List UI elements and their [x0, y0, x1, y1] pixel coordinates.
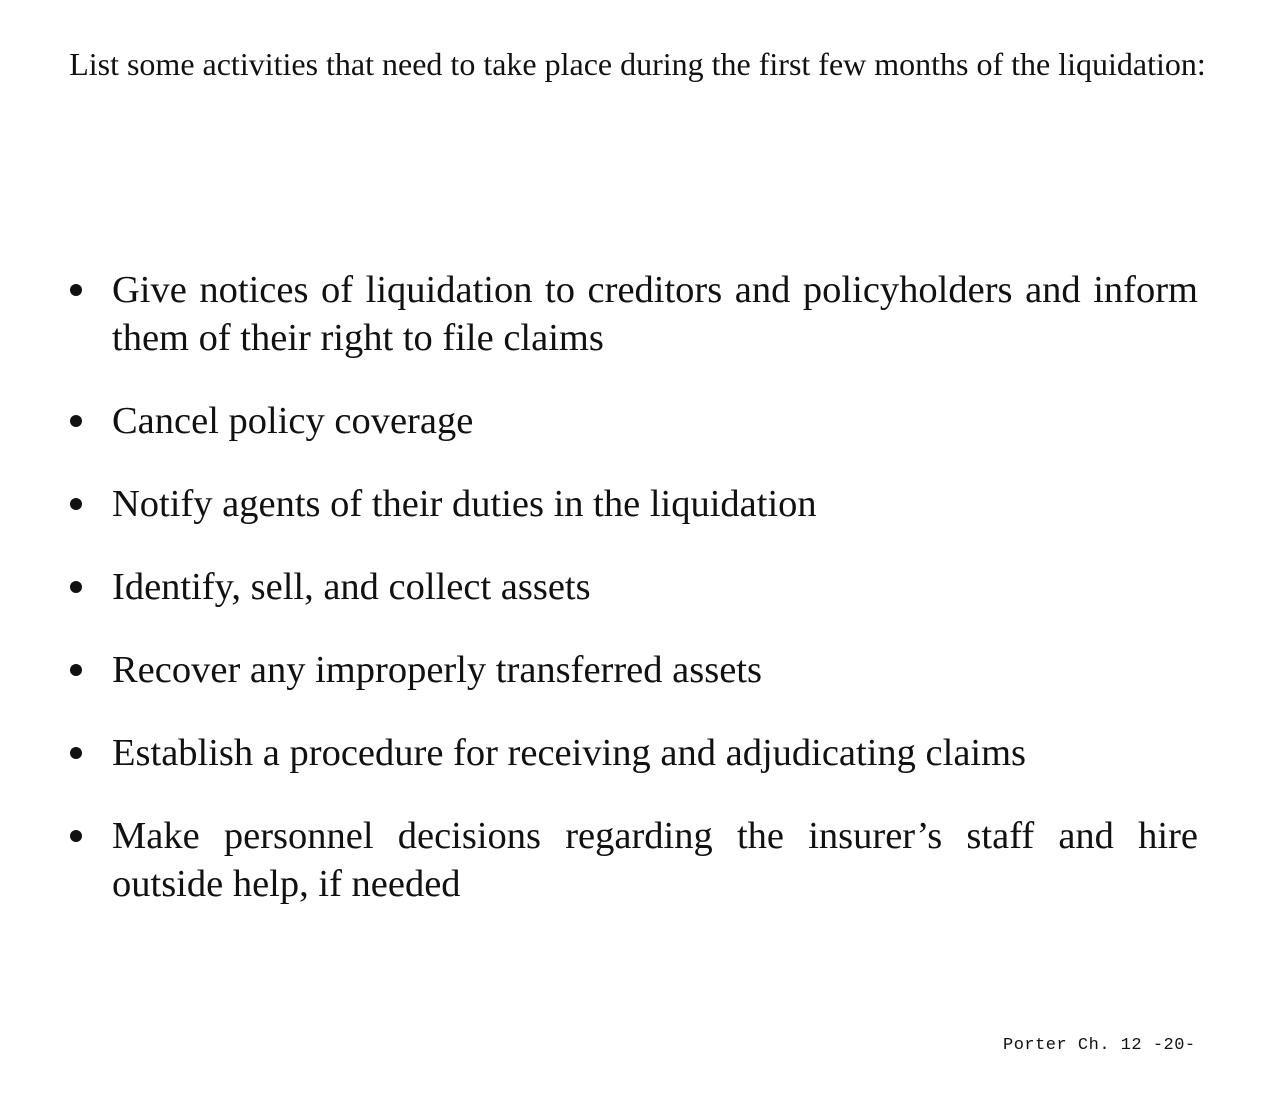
list-item	[112, 563, 1198, 611]
list-item	[112, 266, 1198, 362]
list-item-text: Make personnel decisions regarding the insurer’s staff and hire outside help, if needed	[112, 815, 1198, 905]
list-item-text: Notify agents of their duties in the liquidation	[112, 483, 817, 525]
bullet-icon	[70, 664, 82, 676]
list-item	[112, 729, 1198, 777]
bullet-icon	[70, 284, 82, 296]
list-item	[112, 397, 1198, 445]
bullet-icon	[70, 498, 82, 510]
list-item-text: Establish a procedure for receiving and adjudicating claims	[112, 732, 1027, 774]
bullet-icon	[70, 747, 82, 759]
list-item	[112, 646, 1198, 694]
bullet-icon	[70, 581, 82, 593]
list-item-text: Recover any improperly transferred assets	[112, 649, 762, 691]
list-item	[112, 480, 1198, 528]
list-item-text: Give notices of liquidation to creditors and policyholders and inform them of their right to file claims	[112, 269, 1198, 359]
bullet-icon	[70, 415, 82, 427]
activity-list	[112, 266, 1198, 943]
list-item-text: Identify, sell, and collect assets	[112, 566, 591, 608]
page-title: List some activities that need to take place during the first few months of the liquidation:	[69, 46, 1206, 82]
list-item	[112, 812, 1198, 908]
list-item-text: Cancel policy coverage	[112, 400, 474, 442]
bullet-icon	[70, 830, 82, 842]
page-footer: Porter Ch. 12 -20-	[1003, 1036, 1196, 1055]
